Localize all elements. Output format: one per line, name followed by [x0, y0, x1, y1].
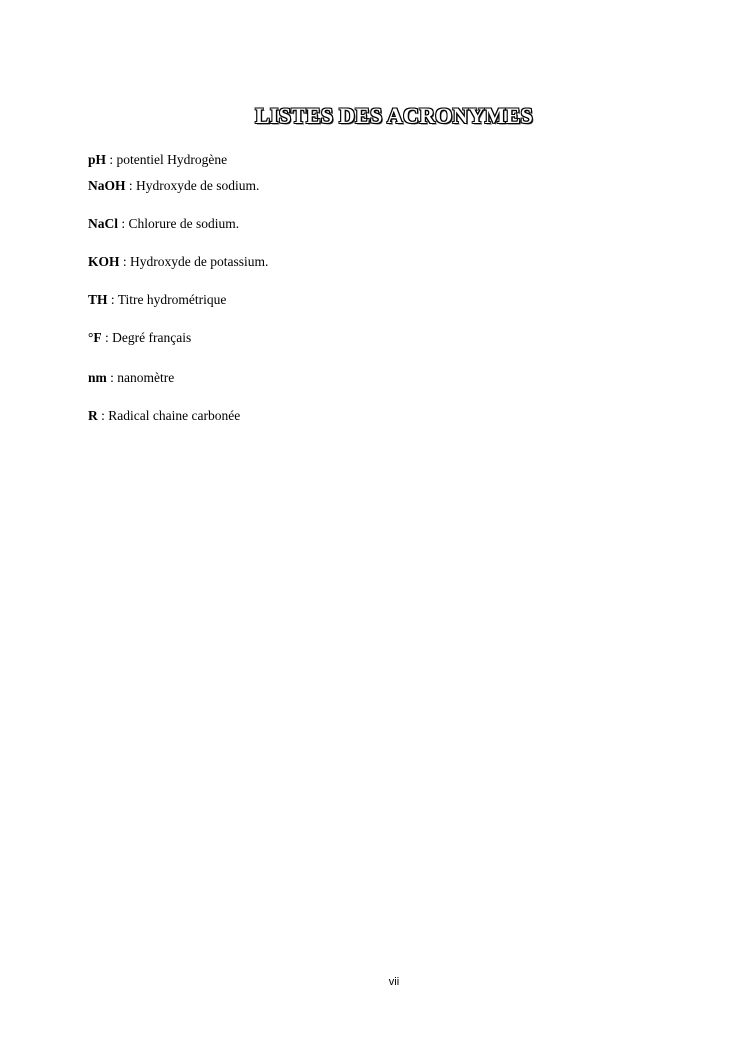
acronym-item-r: [88, 408, 240, 424]
acronym-definition: Hydroxyde de sodium.: [136, 178, 260, 193]
acronym-separator: :: [119, 254, 131, 269]
acronym-separator: :: [106, 152, 117, 167]
acronym-separator: :: [106, 370, 118, 385]
acronym-definition: Degré français: [112, 330, 192, 345]
acronym-definition: potentiel Hydrogène: [116, 152, 228, 167]
acronym-term: TH: [88, 292, 108, 307]
acronym-item-koh: [88, 254, 268, 270]
acronym-definition: Radical chaine carbonée: [108, 408, 241, 423]
acronym-separator: :: [101, 330, 113, 345]
page-title: LISTES DES ACRONYMES: [255, 102, 533, 128]
acronym-separator: :: [125, 178, 137, 193]
acronym-item-th: [88, 292, 226, 308]
acronym-item-degree-f: [88, 330, 191, 346]
acronym-definition: Chlorure de sodium.: [128, 216, 240, 231]
acronym-term: KOH: [88, 254, 120, 269]
acronym-term: °F: [88, 330, 102, 345]
acronym-term: R: [88, 408, 98, 423]
acronym-term: NaOH: [88, 178, 126, 193]
acronym-separator: :: [118, 216, 129, 231]
acronym-term: nm: [88, 370, 107, 385]
acronym-definition: Hydroxyde de potassium.: [130, 254, 269, 269]
acronym-definition: nanomètre: [117, 370, 175, 385]
acronym-term: NaCl: [88, 216, 118, 231]
acronym-term: pH: [88, 152, 107, 167]
acronym-item-ph: [88, 152, 227, 168]
acronym-definition: Titre hydrométrique: [117, 292, 227, 307]
acronym-separator: :: [97, 408, 109, 423]
acronym-item-naoh: [88, 178, 259, 194]
acronym-item-nacl: [88, 216, 239, 232]
page-number: vii: [388, 976, 400, 988]
acronym-item-nm: [88, 370, 174, 386]
acronym-separator: :: [107, 292, 118, 307]
